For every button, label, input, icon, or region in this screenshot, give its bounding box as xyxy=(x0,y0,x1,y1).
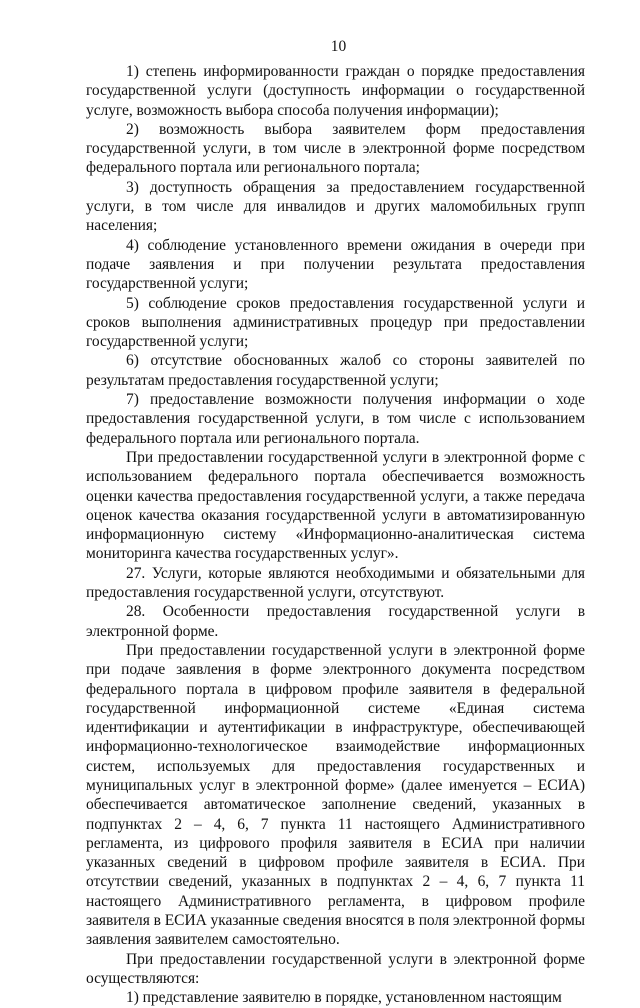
paragraph-electronic-form-intro: При предоставлении государственной услуги в электронной форме осуществляются: xyxy=(86,950,585,987)
paragraph-item-3: 3) доступность обращения за предоставлением государственной услуги, в том числе для инвалидов и других маломобильных групп населения; xyxy=(86,178,585,235)
paragraph-esia-autofill: При предоставлении государственной услуги в электронной форме при подаче заявления в форме электронного документа посредством федерального портала в цифровом профиле заявителя в федеральной государственной информационной системе «Единая система идентификации и аутентификации в инфраструктуре, обеспечивающей информационно-технологическое взаимодействие информационных систем, используемых для предоставления государственных и муниципальных услуг в электронной форме» (далее именуется – ЕСИА) обеспечивается автоматическое заполнение сведений, указанных в подпунктах 2 – 4, 6, 7 пункта 11 настоящего Административного регламента, из цифрового профиля заявителя в ЕСИА при наличии указанных сведений в цифровом профиле заявителя в ЕСИА. При отсутствии сведений, указанных в подпунктах 2 – 4, 6, 7 пункта 11 настоящего Административного регламента, в цифровом профиле заявителя в ЕСИА указанные сведения вносятся в поля электронной формы заявления заявителем самостоятельно. xyxy=(86,641,585,949)
paragraph-quality-assessment: При предоставлении государственной услуги в электронной форме с использованием федерального портала обеспечивается возможность оценки качества предоставления государственной услуги, а также передача оценок качества оказания государственной услуги в автоматизированную информационную систему «Информационно-аналитическая система мониторинга качества государственных услуг». xyxy=(86,448,585,563)
paragraph-section-27: 27. Услуги, которые являются необходимыми и обязательными для предоставления государственной услуги, отсутствуют. xyxy=(86,564,585,602)
paragraph-item-6: 6) отсутствие обоснованных жалоб со стороны заявителей по результатам предоставления государственной услуги; xyxy=(86,352,585,389)
paragraph-item-4: 4) соблюдение установленного времени ожидания в очереди при подаче заявления и при получении результата предоставления государственной услуги; xyxy=(86,236,585,293)
paragraph-item-5: 5) соблюдение сроков предоставления государственной услуги и сроков выполнения административных процедур при предоставлении государственной услуги; xyxy=(86,294,585,351)
paragraph-item-2: 2) возможность выбора заявителем форм предоставления государственной услуги, в том числе в электронной форме посредством федерального портала или регионального портала; xyxy=(86,120,585,177)
paragraph-electronic-item-1: 1) представление заявителю в порядке, установленном настоящим xyxy=(126,989,562,1007)
paragraph-section-28: 28. Особенности предоставления государственной услуги в электронной форме. xyxy=(86,603,585,640)
paragraph-item-1: 1) степень информированности граждан о порядке предоставления государственной услуги (доступность информации о государственной услуге, возможность выбора способа получения информации); xyxy=(86,63,585,119)
page-number: 10 xyxy=(330,38,347,55)
paragraph-item-7: 7) предоставление возможности получения информации о ходе предоставления государственной услуги, в том числе с использованием федерального портала или регионального портала. xyxy=(86,391,585,447)
